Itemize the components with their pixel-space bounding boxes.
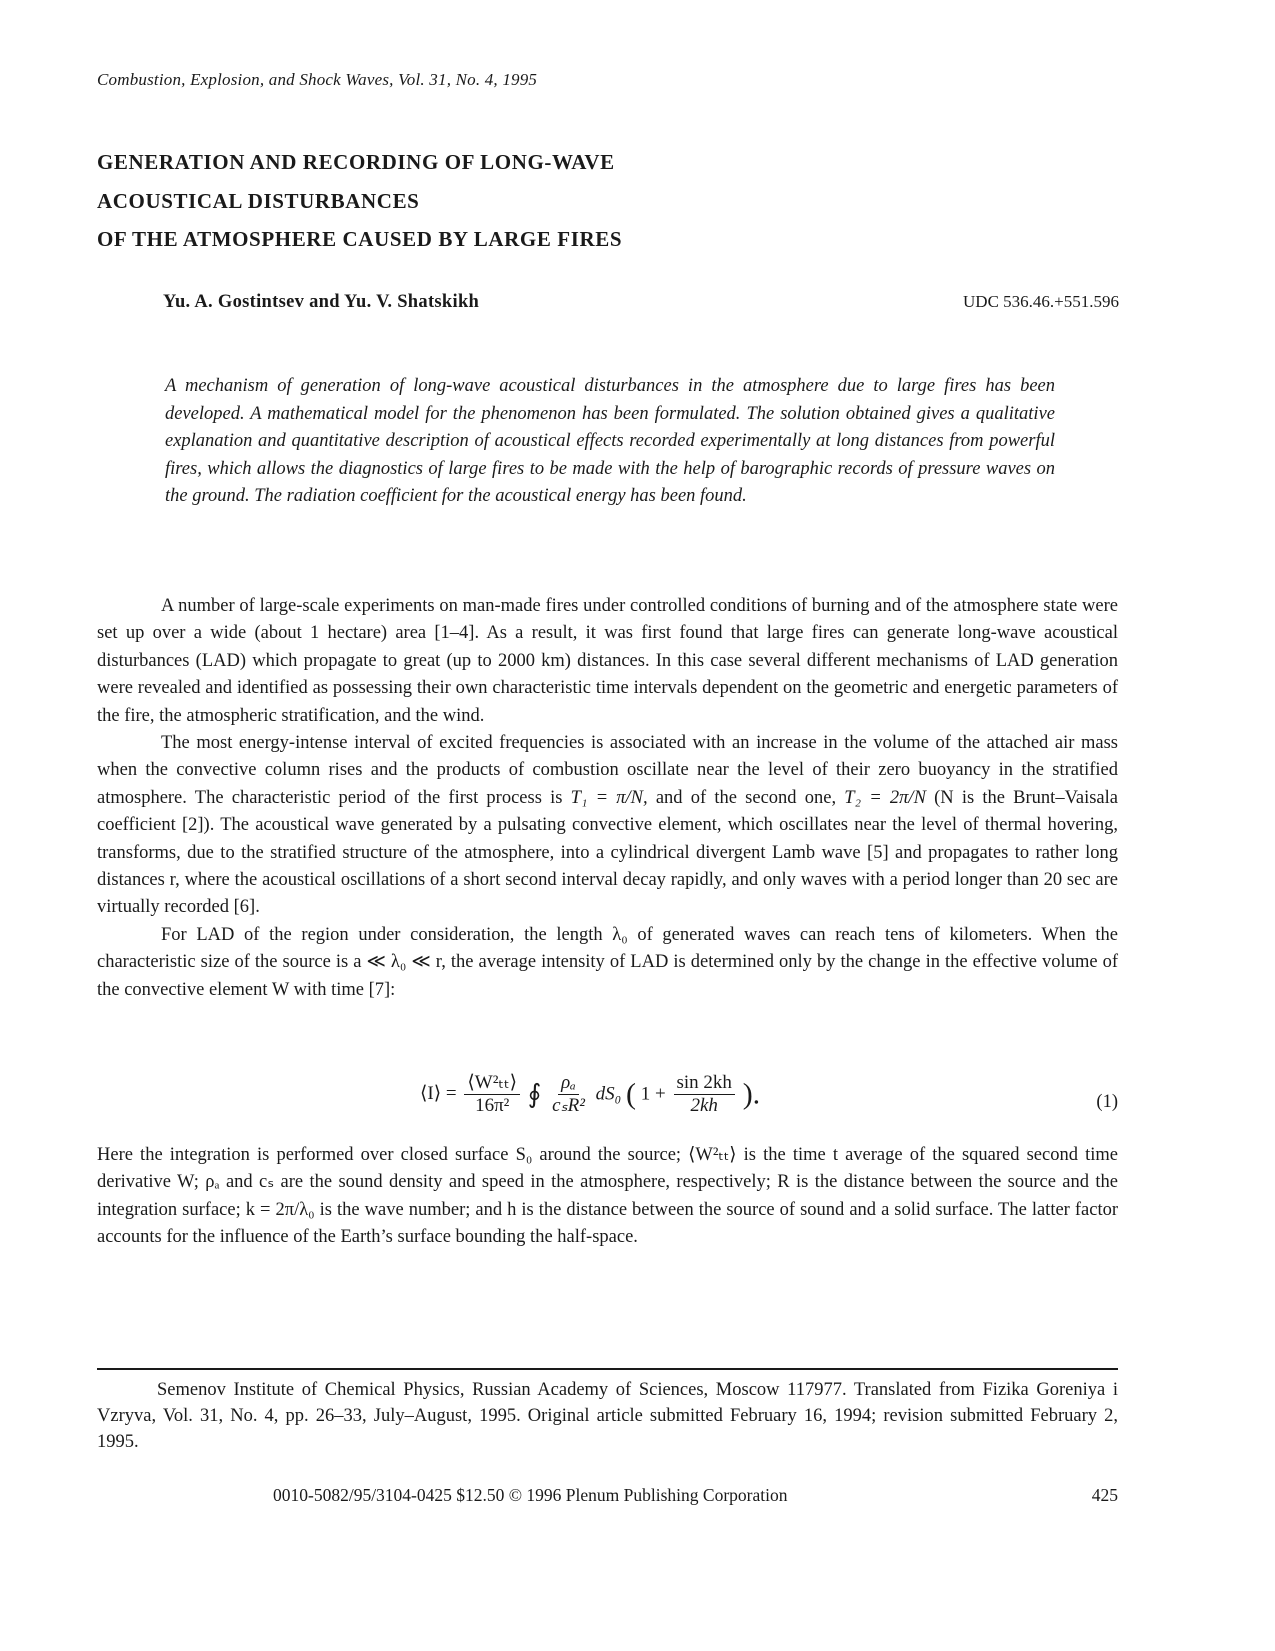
period-t1: T₁ = π/N, bbox=[570, 787, 648, 808]
equation-1 bbox=[420, 1072, 1120, 1132]
eq-fraction-3 bbox=[674, 1072, 735, 1117]
article-title-line-3: OF THE ATMOSPHERE CAUSED BY LARGE FIRES bbox=[97, 227, 623, 251]
eq-paren-close: ). bbox=[742, 1077, 761, 1111]
udc-code: UDC 536.46.+551.596 bbox=[963, 292, 1119, 311]
paragraph-4: Here the integration is performed over closed surface S₀ around the source; ⟨W²ₜₜ⟩ is the time t average of the squared second time derivative W; ρₐ and cₛ are the sound density and speed in the atmosphere, respectively; R is the distance between the source and the integration surface; k = 2π/λ₀ is the wave number; and h is the distance between the source of sound and a solid surface. The latter factor accounts for the influence of the Earth’s surface bounding the half-space. bbox=[97, 1145, 1118, 1248]
equation-number: (1) bbox=[1096, 1092, 1118, 1112]
paragraph-2-part-b: and of the second one, bbox=[655, 787, 837, 808]
authors: Yu. A. Gostintsev and Yu. V. Shatskikh bbox=[163, 292, 480, 312]
paragraph-3: For LAD of the region under consideration, the length λ₀ of generated waves can reach tens of kilometers. When the characteristic size of the source is a ≪ λ₀ ≪ r, the average intensity of LAD is determined only by the change in the effective volume of the convective element W with time [7]: bbox=[97, 924, 1118, 1000]
body-section-2 bbox=[97, 1142, 1118, 1252]
eq-fraction-2-denominator: cₛR² bbox=[552, 1095, 585, 1116]
eq-fraction-3-denominator: 2kh bbox=[690, 1095, 718, 1116]
footnote-divider bbox=[97, 1368, 1118, 1370]
page-number: 425 bbox=[1091, 1485, 1118, 1505]
contour-integral-symbol: ∮ bbox=[527, 1079, 542, 1109]
eq-paren-open: ( bbox=[626, 1077, 637, 1111]
eq-fraction-2-numerator: ρₐ bbox=[558, 1072, 579, 1095]
affiliation-footnote: Semenov Institute of Chemical Physics, Russian Academy of Sciences, Moscow 117977. Translated from Fizika Goreniya i Vzryva, Vol. 31, No. 4, pp. 26–33, July–August, 1995. Original article submitted February 16, 1994; revision submitted February 2, 1995. bbox=[97, 1380, 1118, 1452]
period-t2: T₂ = 2π/N bbox=[844, 787, 926, 808]
copyright-line: 0010-5082/95/3104-0425 $12.50 © 1996 Plenum Publishing Corporation bbox=[273, 1485, 788, 1505]
eq-fraction-1-numerator: ⟨W²ₜₜ⟩ bbox=[464, 1072, 520, 1095]
paragraph-2-part-a: The most energy-intense interval of excited frequencies is associated with an increase in the volume of the attached air mass when the convective column rises and the products of combustion oscillate near the level of their zero buoyancy in the stratified atmosphere. The characteristic period of the first process is bbox=[97, 733, 1118, 808]
eq-fraction-1 bbox=[464, 1072, 520, 1117]
eq-differential: dS₀ bbox=[595, 1083, 622, 1105]
paragraph-1: A number of large-scale experiments on man-made fires under controlled conditions of burning and of the atmosphere state were set up over a wide (about 1 hectare) area [1–4]. As a result, it was first found that large fires can generate long-wave acoustical disturbances (LAD) which propagate to great (up to 2000 km) distances. In this case several different mechanisms of LAD generation were revealed and identified as possessing their own characteristic time intervals dependent on the geometric and energetic parameters of the fire, the atmospheric stratification, and the wind. bbox=[97, 596, 1118, 726]
eq-fraction-3-numerator: sin 2kh bbox=[674, 1072, 735, 1095]
body-section-1 bbox=[97, 593, 1118, 1004]
article-title-line-2: ACOUSTICAL DISTURBANCES bbox=[97, 189, 420, 213]
eq-fraction-2 bbox=[549, 1072, 588, 1117]
paragraph-2 bbox=[97, 730, 1118, 922]
eq-one-plus: 1 + bbox=[640, 1083, 666, 1105]
journal-citation: Combustion, Explosion, and Shock Waves, Vol. 31, No. 4, 1995 bbox=[97, 70, 538, 89]
eq-fraction-1-denominator: 16π² bbox=[475, 1095, 510, 1116]
eq-lhs: ⟨I⟩ = bbox=[420, 1082, 457, 1104]
article-title-line-1: GENERATION AND RECORDING OF LONG-WAVE bbox=[97, 150, 615, 174]
paragraph-2-part-c: (N is the Brunt–Vaisala coefficient [2]). The acoustical wave generated by a pulsating convective element, which oscillates near the level of thermal hovering, transforms, due to the stratified structure of the atmosphere, into a cylindrical divergent Lamb wave [5] and propagates to rather long distances r, where the acoustical oscillations of a short second interval decay rapidly, and only waves with a period longer than 20 sec are virtually recorded [6]. bbox=[97, 787, 1118, 918]
abstract: A mechanism of generation of long-wave acoustical disturbances in the atmosphere due to large fires has been developed. A mathematical model for the phenomenon has been formulated. The solution obtained gives a qualitative explanation and quantitative description of acoustical effects recorded experimentally at long distances from powerful fires, which allows the diagnostics of large fires to be made with the help of barographic records of pressure waves on the ground. The radiation coefficient for the acoustical energy has been found. bbox=[165, 376, 1055, 507]
